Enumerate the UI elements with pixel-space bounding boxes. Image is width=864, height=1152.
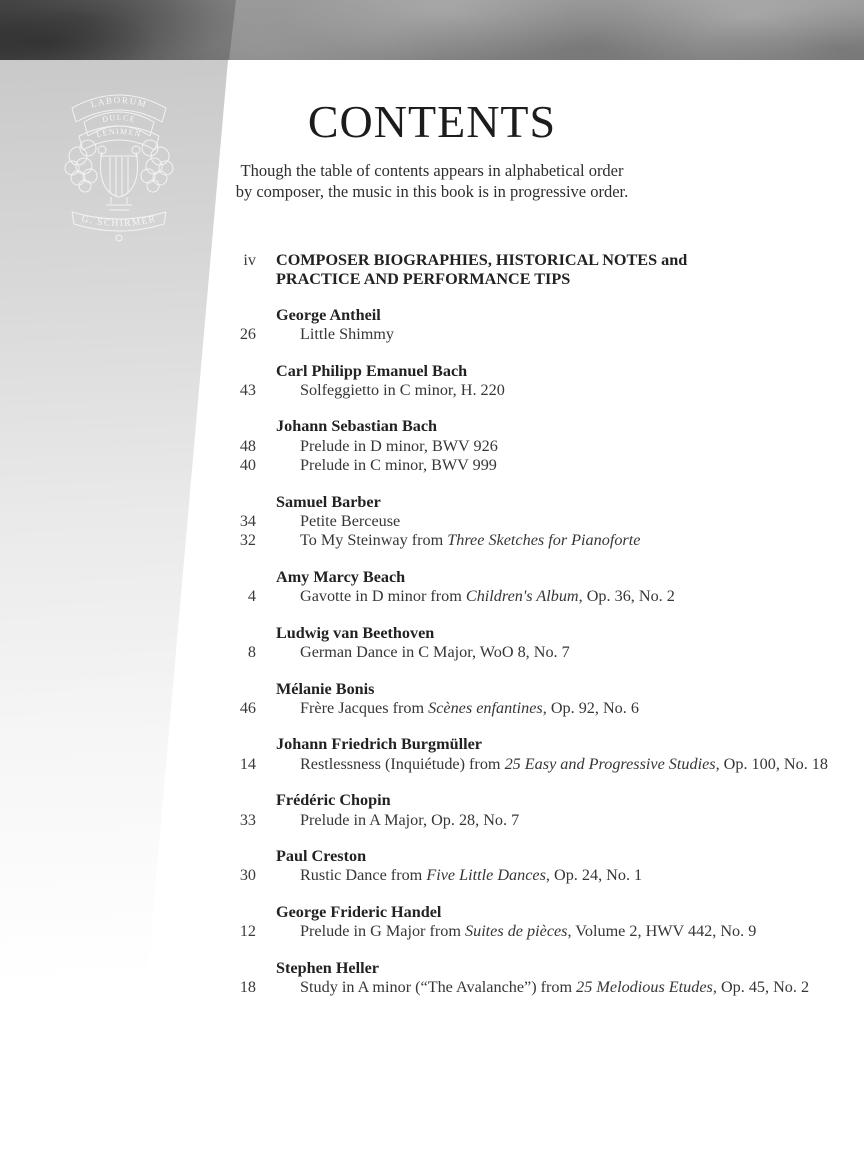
toc-entry [224, 699, 852, 718]
piece-title: Study in A minor (“The Avalanche”) from 25 Melodious Etudes, Op. 45, No. 2 [300, 977, 810, 996]
composer-group [224, 791, 852, 830]
page-number: 34 [239, 512, 256, 531]
composer-name: Carl Philipp Emanuel Bach [276, 361, 468, 380]
front-matter-line-1: COMPOSER BIOGRAPHIES, HISTORICAL NOTES and [276, 251, 688, 269]
front-matter-line-2: PRACTICE AND PERFORMANCE TIPS [276, 270, 571, 289]
composer-name: Amy Marcy Beach [276, 567, 406, 586]
page-title: CONTENTS [307, 96, 557, 147]
toc-entry [224, 381, 852, 400]
piece-title: Solfeggietto in C minor, H. 220 [300, 381, 505, 400]
front-matter-entry [224, 251, 852, 290]
composer-name: George Frideric Handel [276, 902, 442, 921]
composer-group [224, 362, 852, 401]
piece-title: Petite Berceuse [300, 512, 401, 531]
composer-name: Johann Friedrich Burgmüller [276, 735, 482, 754]
toc-entry [224, 456, 852, 475]
page-number: 12 [239, 922, 256, 941]
page-number: 14 [239, 754, 256, 773]
top-cloud-band [0, 0, 864, 60]
intro-line-1: Though the table of contents appears in alphabetical order [240, 161, 624, 180]
page-number: 43 [239, 381, 256, 400]
piece-title: Prelude in A Major, Op. 28, No. 7 [300, 810, 520, 829]
front-matter-title [256, 251, 687, 290]
piece-title: German Dance in C Major, WoO 8, No. 7 [300, 643, 570, 662]
piece-title: Gavotte in D minor from Children's Album, Op. 36, No. 2 [300, 587, 675, 606]
page-number: 8 [247, 643, 256, 662]
page-number: iv [243, 251, 256, 269]
composer-group [224, 568, 852, 607]
piece-title: Prelude in D minor, BWV 926 [300, 436, 498, 455]
toc-entry [224, 922, 852, 941]
piece-title: To My Steinway from Three Sketches for Pianoforte [300, 531, 641, 550]
page-number: 26 [239, 325, 256, 344]
composer-group [224, 417, 852, 475]
intro-note [232, 161, 632, 202]
composer-group [224, 680, 852, 719]
composer-name: Ludwig van Beethoven [276, 623, 435, 642]
page-number: 40 [239, 456, 256, 475]
publisher-name: G. SCHIRMER [80, 214, 158, 230]
composer-name: George Antheil [276, 305, 381, 324]
toc-entry [224, 978, 852, 997]
composer-name: Johann Sebastian Bach [276, 417, 438, 436]
composer-group [224, 903, 852, 942]
toc-entry [224, 866, 852, 885]
motto-word-lenimen: LENIMEN [95, 126, 143, 140]
publisher-emblem-icon [48, 72, 190, 244]
composer-group [224, 493, 852, 551]
composer-name: Stephen Heller [276, 958, 379, 977]
toc-entry [224, 811, 852, 830]
composer-name: Frédéric Chopin [276, 791, 391, 810]
toc-entry [224, 325, 852, 344]
piece-title: Prelude in C minor, BWV 999 [300, 456, 497, 475]
page-header [232, 97, 632, 202]
motto-word-dulce: DULCE [101, 112, 137, 125]
composer-group [224, 847, 852, 886]
piece-title: Prelude in G Major from Suites de pièces, Volume 2, HWV 442, No. 9 [300, 922, 757, 941]
composer-group [224, 624, 852, 663]
intro-line-2: by composer, the music in this book is in progressive order. [235, 181, 629, 201]
composer-group [224, 959, 852, 998]
composer-name: Mélanie Bonis [276, 679, 375, 698]
piece-title: Frère Jacques from Scènes enfantines, Op. 92, No. 6 [300, 698, 639, 717]
toc-entry [224, 755, 852, 774]
piece-title: Restlessness (Inquiétude) from 25 Easy and Progressive Studies, Op. 100, No. 18 [300, 754, 828, 773]
page-number: 46 [239, 698, 256, 717]
toc-entry [224, 512, 852, 531]
motto-word-laborum: LABORUM [89, 94, 149, 110]
piece-title: Little Shimmy [300, 325, 394, 344]
toc-entry [224, 587, 852, 606]
toc-groups [224, 306, 852, 998]
page-number: 48 [239, 436, 256, 455]
page-number: 4 [247, 587, 256, 606]
toc-entry [224, 531, 852, 550]
piece-title: Rustic Dance from Five Little Dances, Op. 24, No. 1 [300, 866, 643, 885]
composer-name: Paul Creston [276, 846, 367, 865]
page-number: 30 [239, 866, 256, 885]
composer-group [224, 306, 852, 345]
toc-entry [224, 643, 852, 662]
table-of-contents [224, 251, 852, 1014]
page-number: 18 [239, 977, 256, 996]
page-number: 33 [239, 810, 256, 829]
composer-group [224, 735, 852, 774]
left-gradient-panel [0, 60, 232, 1152]
page-number: 32 [239, 531, 256, 550]
composer-name: Samuel Barber [276, 492, 381, 511]
toc-entry [224, 437, 852, 456]
